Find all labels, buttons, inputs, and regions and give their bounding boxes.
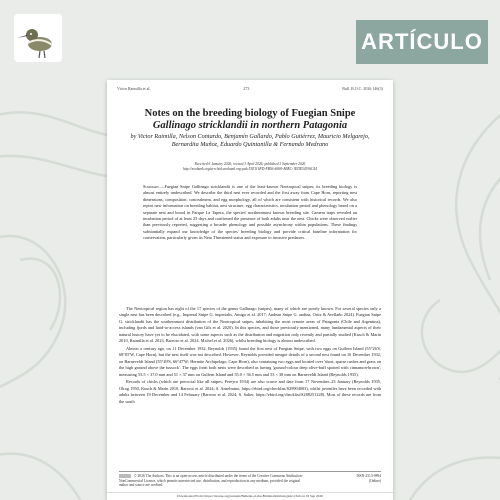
author-list: by Victor Raimilla, Nelson Contardo, Benjamín Gallardo, Pablo Gutiérrez, Mauricio Melgarejo, Bernardita Muñoz, Eduardo Quintanilla & Fernando Medrano [130, 133, 370, 148]
received-dates: Received 6 January 2026; revised 3 April 2026; published 3 September 2026 [194, 162, 306, 166]
license-footnote [119, 471, 381, 488]
license-statement: © 2026 The Authors; This is an open-access article distributed under the terms of the Creative Commons Attribution-NonCommercial Licence, which permits unrestricted use, distribution, and reproduction in any medium, provided the original author and source are credited. [119, 474, 303, 488]
issn-type: (Online) [368, 478, 381, 483]
abstract-text: —Fuegian Snipe Gallinago stricklandii is one of the least-known Neotropical snipes; its breeding biology is almost entirely undescribed. We describe the third nest ever recorded and the first away from Cape Horn, reporting nest dimensions, composition, concealment, and egg morphology, all of which are consistent with historical records. We also report new information on breeding habitat, nest structure, egg characteristics, incubation period and phenology based on a separate nest and brood in Parque La Tapera, the species' northernmost known breeding site. Camera traps revealed an incubation period of at least 25 days and confirmed the presence of both adults near the nest. Chicks were observed earlier than previously reported, suggesting a broader phenology and possible asynchrony within populations. These findings substantially expand our knowledge of the species' breeding biology and provide critical baseline information for conservation, particularly given its Near Threatened status and exposure to invasive predators. [143, 184, 357, 241]
article-title [107, 108, 393, 132]
cc-license-icon [119, 474, 131, 478]
body-text [119, 306, 381, 407]
title-line-2: Gallinago stricklandii in northern Patagonia [152, 120, 348, 131]
issn: ISSN-2513-9894 [356, 474, 381, 478]
license-text [119, 474, 309, 488]
zoobank-link[interactable]: http://zoobank.org/urn:lsid:zoobank.org:pub:53E116FD-FB56-4668-ABEC-1EDE54196C44 [182, 167, 318, 171]
title-line-1: Notes on the breeding biology of Fuegian Snipe [144, 108, 356, 119]
body-paragraph: Almost a century ago, on 11 December 1932, Reynolds (1935) found the first nest of Fuegian Snipe, with two eggs on Gulfern Island (55°26'S, 68°05'W, Cape Horn), but the nest itself was not described. However, Reynolds provided meagre details of a second nest found on 16 December 1932, on Barneveldt Island (55°49'S, 66°47'W; Hermite Archipelago, Cape Horn), also containing two eggs and located over 'short, sparse rushes and grass on the high ground above the tussock'. The eggs from both nests were described as having 'ground-colour deep olive-buff spotted with cinnamon-brown', measuring 53.5 × 37.0 mm and 51 × 37 mm on Gulfern Island and 55.0 × 36.5 mm and 53 × 38 mm on Barneveldt Island (Reynolds 1935). [119, 345, 381, 377]
shorebird-logo-icon[interactable] [14, 14, 62, 62]
journal-citation: Bull. B.O.C. 2026 146(3) [342, 86, 383, 91]
body-paragraph: The Neotropical region has eight of the 17 species of the genus Gallinago (snipes), many of which are poorly known. For several species only a single nest has been described (e.g., Imperial Snipe G. imperialis, Amigo et al. 2017; Andean Snipe G. andina, Ortiz & Avellaño 2024). Fuegian Snipe G. stricklandii has the southernmost distribution of the Neotropical snipes, inhabiting the most remote areas of Patagonia (Chile and Argentina), including fjords and hard-to-access islands (van Gils et al. 2020). In this species, and those previously mentioned, many fundamental aspects of their natural history have yet to be elucidated, with some aspects such as the distribution and migration only recently and partially studied (Kusch & Marín 2010, Raimilla et al. 2023, Barroso et al. 2024, Michel et al. 2026), whilst breeding biology is almost undescribed. [119, 306, 381, 344]
body-paragraph: Records of chicks (which are precocial like all snipes; Pereyra 1934) are also scarce and date from 17 November–23 January (Reynolds 1935, Olrog 1950, Kusch & Marín 2010, Barroso et al. 2024; S. Anselmino, https://ebird.org/checklist/S29904003), whilst juveniles have been recorded with adults between 19 December and 14 February (Barroso et al. 2024; S. Salter, https://ebird.org/checklist/S288251228). Most of these records are from the south [119, 379, 381, 404]
abstract-label: Summary. [143, 184, 161, 189]
article-first-page [107, 80, 393, 500]
download-notice: Downloaded From: https://bioone.org/journals/Bulletin-of-the-British-Ornithologists'-Club on 03 Sep 2026 [107, 492, 393, 500]
article-dates [127, 162, 373, 172]
page-number: 273 [243, 86, 250, 91]
running-head-authors: Victor Raimilla et al. [117, 86, 151, 91]
issn-block [356, 474, 381, 488]
running-head [117, 86, 383, 91]
abstract [143, 184, 357, 242]
article-type-badge: ARTÍCULO [356, 20, 488, 64]
